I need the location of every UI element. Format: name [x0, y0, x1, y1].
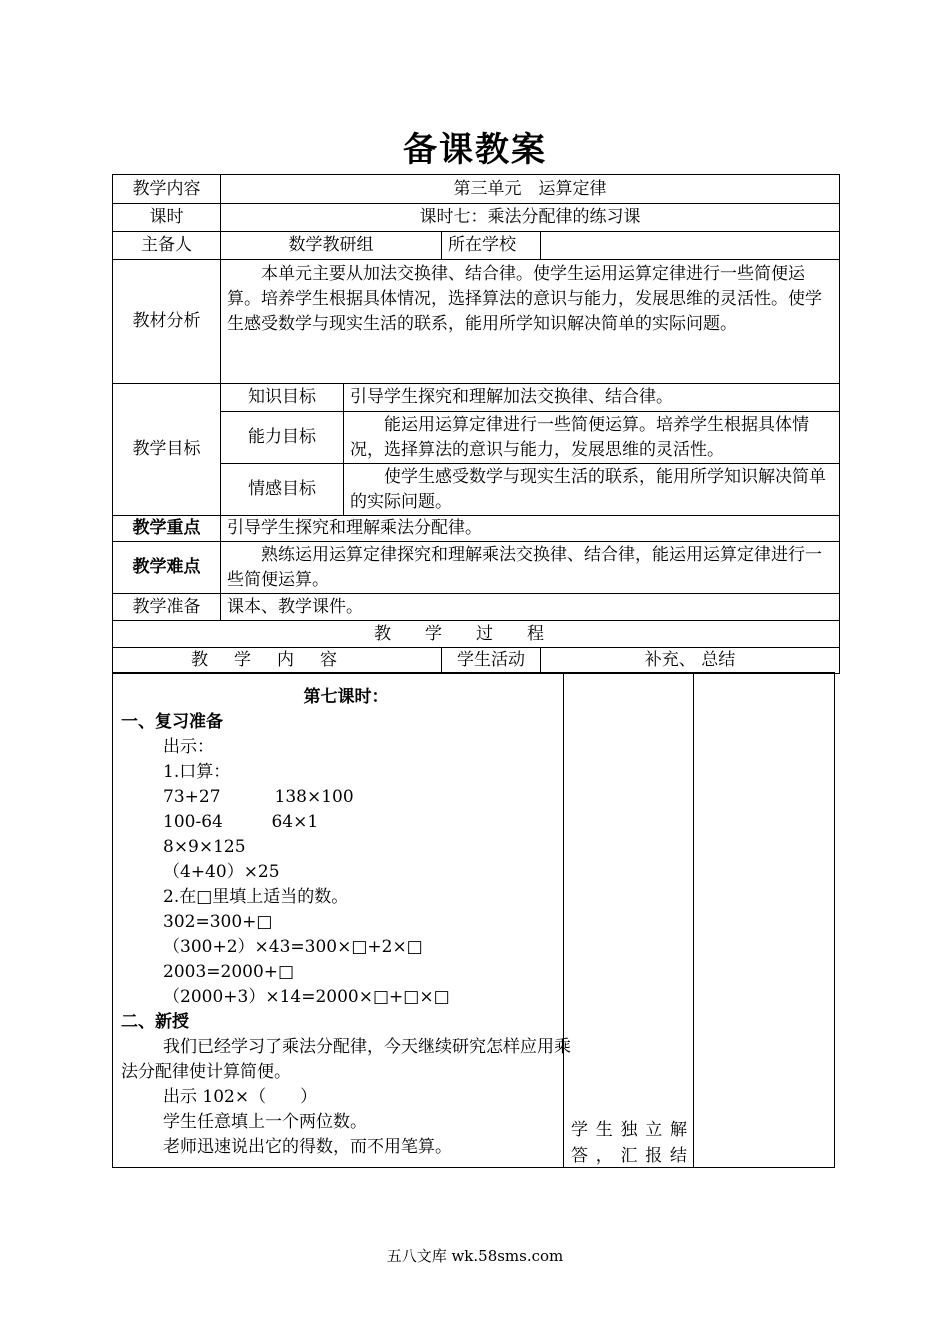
preparer-value: 数学教研组	[221, 232, 442, 260]
emotion-text: 使学生感受数学与现实生活的联系，能用所学知识解决简单的实际问题。	[344, 464, 840, 516]
lesson-line: （4+40）×25	[163, 862, 280, 882]
analysis-text: 本单元主要从加法交换律、结合律。使学生运用运算定律进行一些简便运算。培养学生根据具体情况，选择算法的意识与能力，发展思维的灵活性。使学生感受数学与现实生活的联系，能用所学知识解决简单的实际问题。	[221, 260, 840, 384]
section-new: 二、新授	[121, 1012, 189, 1032]
period-label: 课时	[113, 204, 221, 232]
ability-label: 能力目标	[221, 412, 344, 464]
knowledge-text: 引导学生探究和理解加法交换律、结合律。	[344, 384, 840, 412]
student-activity: 学生独立解答，汇报结	[571, 1120, 689, 1166]
column-divider	[693, 673, 694, 1167]
col-notes-header: 补充、 总结	[541, 648, 840, 674]
analysis-label: 教材分析	[113, 260, 221, 384]
lesson-line: （300+2）×43=300×□+2×□	[163, 937, 423, 957]
lesson-content	[113, 673, 579, 1160]
footer-watermark: 五八文库 wk.58sms.com	[386, 1247, 564, 1265]
lesson-line: （2000+3）×14=2000×□+□×□	[163, 987, 450, 1007]
difficulty-text: 熟练运用运算定律探究和理解乘法交换律、结合律，能运用运算定律进行一些简便运算。	[221, 542, 840, 594]
preparer-label: 主备人	[113, 232, 221, 260]
row-ability-goal	[113, 412, 840, 464]
lesson-line: 302=300+□	[163, 912, 273, 932]
lesson-line: 学生任意填上一个两位数。	[163, 1112, 367, 1132]
row-knowledge-goal	[113, 384, 840, 412]
row-period	[113, 204, 840, 232]
lesson-line: 老师迅速说出它的得数，而不用笔算。	[163, 1137, 452, 1157]
school-label: 所在学校	[442, 232, 541, 260]
row-key-point	[113, 516, 840, 542]
knowledge-label: 知识目标	[221, 384, 344, 412]
row-process-header	[113, 621, 840, 648]
emotion-label: 情感目标	[221, 464, 344, 516]
page-title: 备课教案	[403, 130, 547, 170]
period-value: 课时七：乘法分配律的练习课	[221, 204, 840, 232]
lesson-line: 出示 102×（ ）	[163, 1087, 318, 1107]
lesson-content-box	[112, 672, 835, 1168]
lesson-plan-table	[112, 174, 840, 674]
lesson-line: 100-64 64×1	[163, 812, 319, 832]
col-activity-header: 学生活动	[442, 648, 541, 674]
row-column-headers	[113, 648, 840, 674]
lesson-heading: 第七课时：	[303, 687, 389, 707]
lesson-line: 2.在□里填上适当的数。	[163, 887, 349, 907]
row-emotion-goal	[113, 464, 840, 516]
lesson-line: 1.口算：	[163, 762, 231, 782]
row-analysis	[113, 260, 840, 384]
prep-label: 教学准备	[113, 594, 221, 621]
ability-text: 能运用运算定律进行一些简便运算。培养学生根据具体情况，选择算法的意识与能力，发展思维的灵活性。	[344, 412, 840, 464]
lesson-line: 8×9×125	[163, 837, 246, 857]
goals-label: 教学目标	[113, 384, 221, 516]
row-preparer	[113, 232, 840, 260]
col-content-header: 教学内容	[113, 648, 442, 674]
lesson-line: 2003=2000+□	[163, 962, 295, 982]
difficulty-label: 教学难点	[113, 542, 221, 594]
row-content	[113, 175, 840, 204]
process-header: 教学过程	[113, 621, 840, 648]
section-review: 一、复习准备	[121, 712, 223, 732]
lesson-paragraph: 我们已经学习了乘法分配律，今天继续研究怎样应用乘法分配律使计算简便。	[121, 1037, 571, 1082]
lesson-line: 出示：	[163, 737, 214, 757]
key-label: 教学重点	[113, 516, 221, 542]
content-label: 教学内容	[113, 175, 221, 204]
prep-text: 课本、教学课件。	[221, 594, 840, 621]
school-value	[541, 232, 840, 260]
key-text: 引导学生探究和理解乘法分配律。	[221, 516, 840, 542]
row-preparation	[113, 594, 840, 621]
row-difficulty	[113, 542, 840, 594]
content-value: 第三单元 运算定律	[221, 175, 840, 204]
lesson-line: 73+27 138×100	[163, 787, 354, 807]
